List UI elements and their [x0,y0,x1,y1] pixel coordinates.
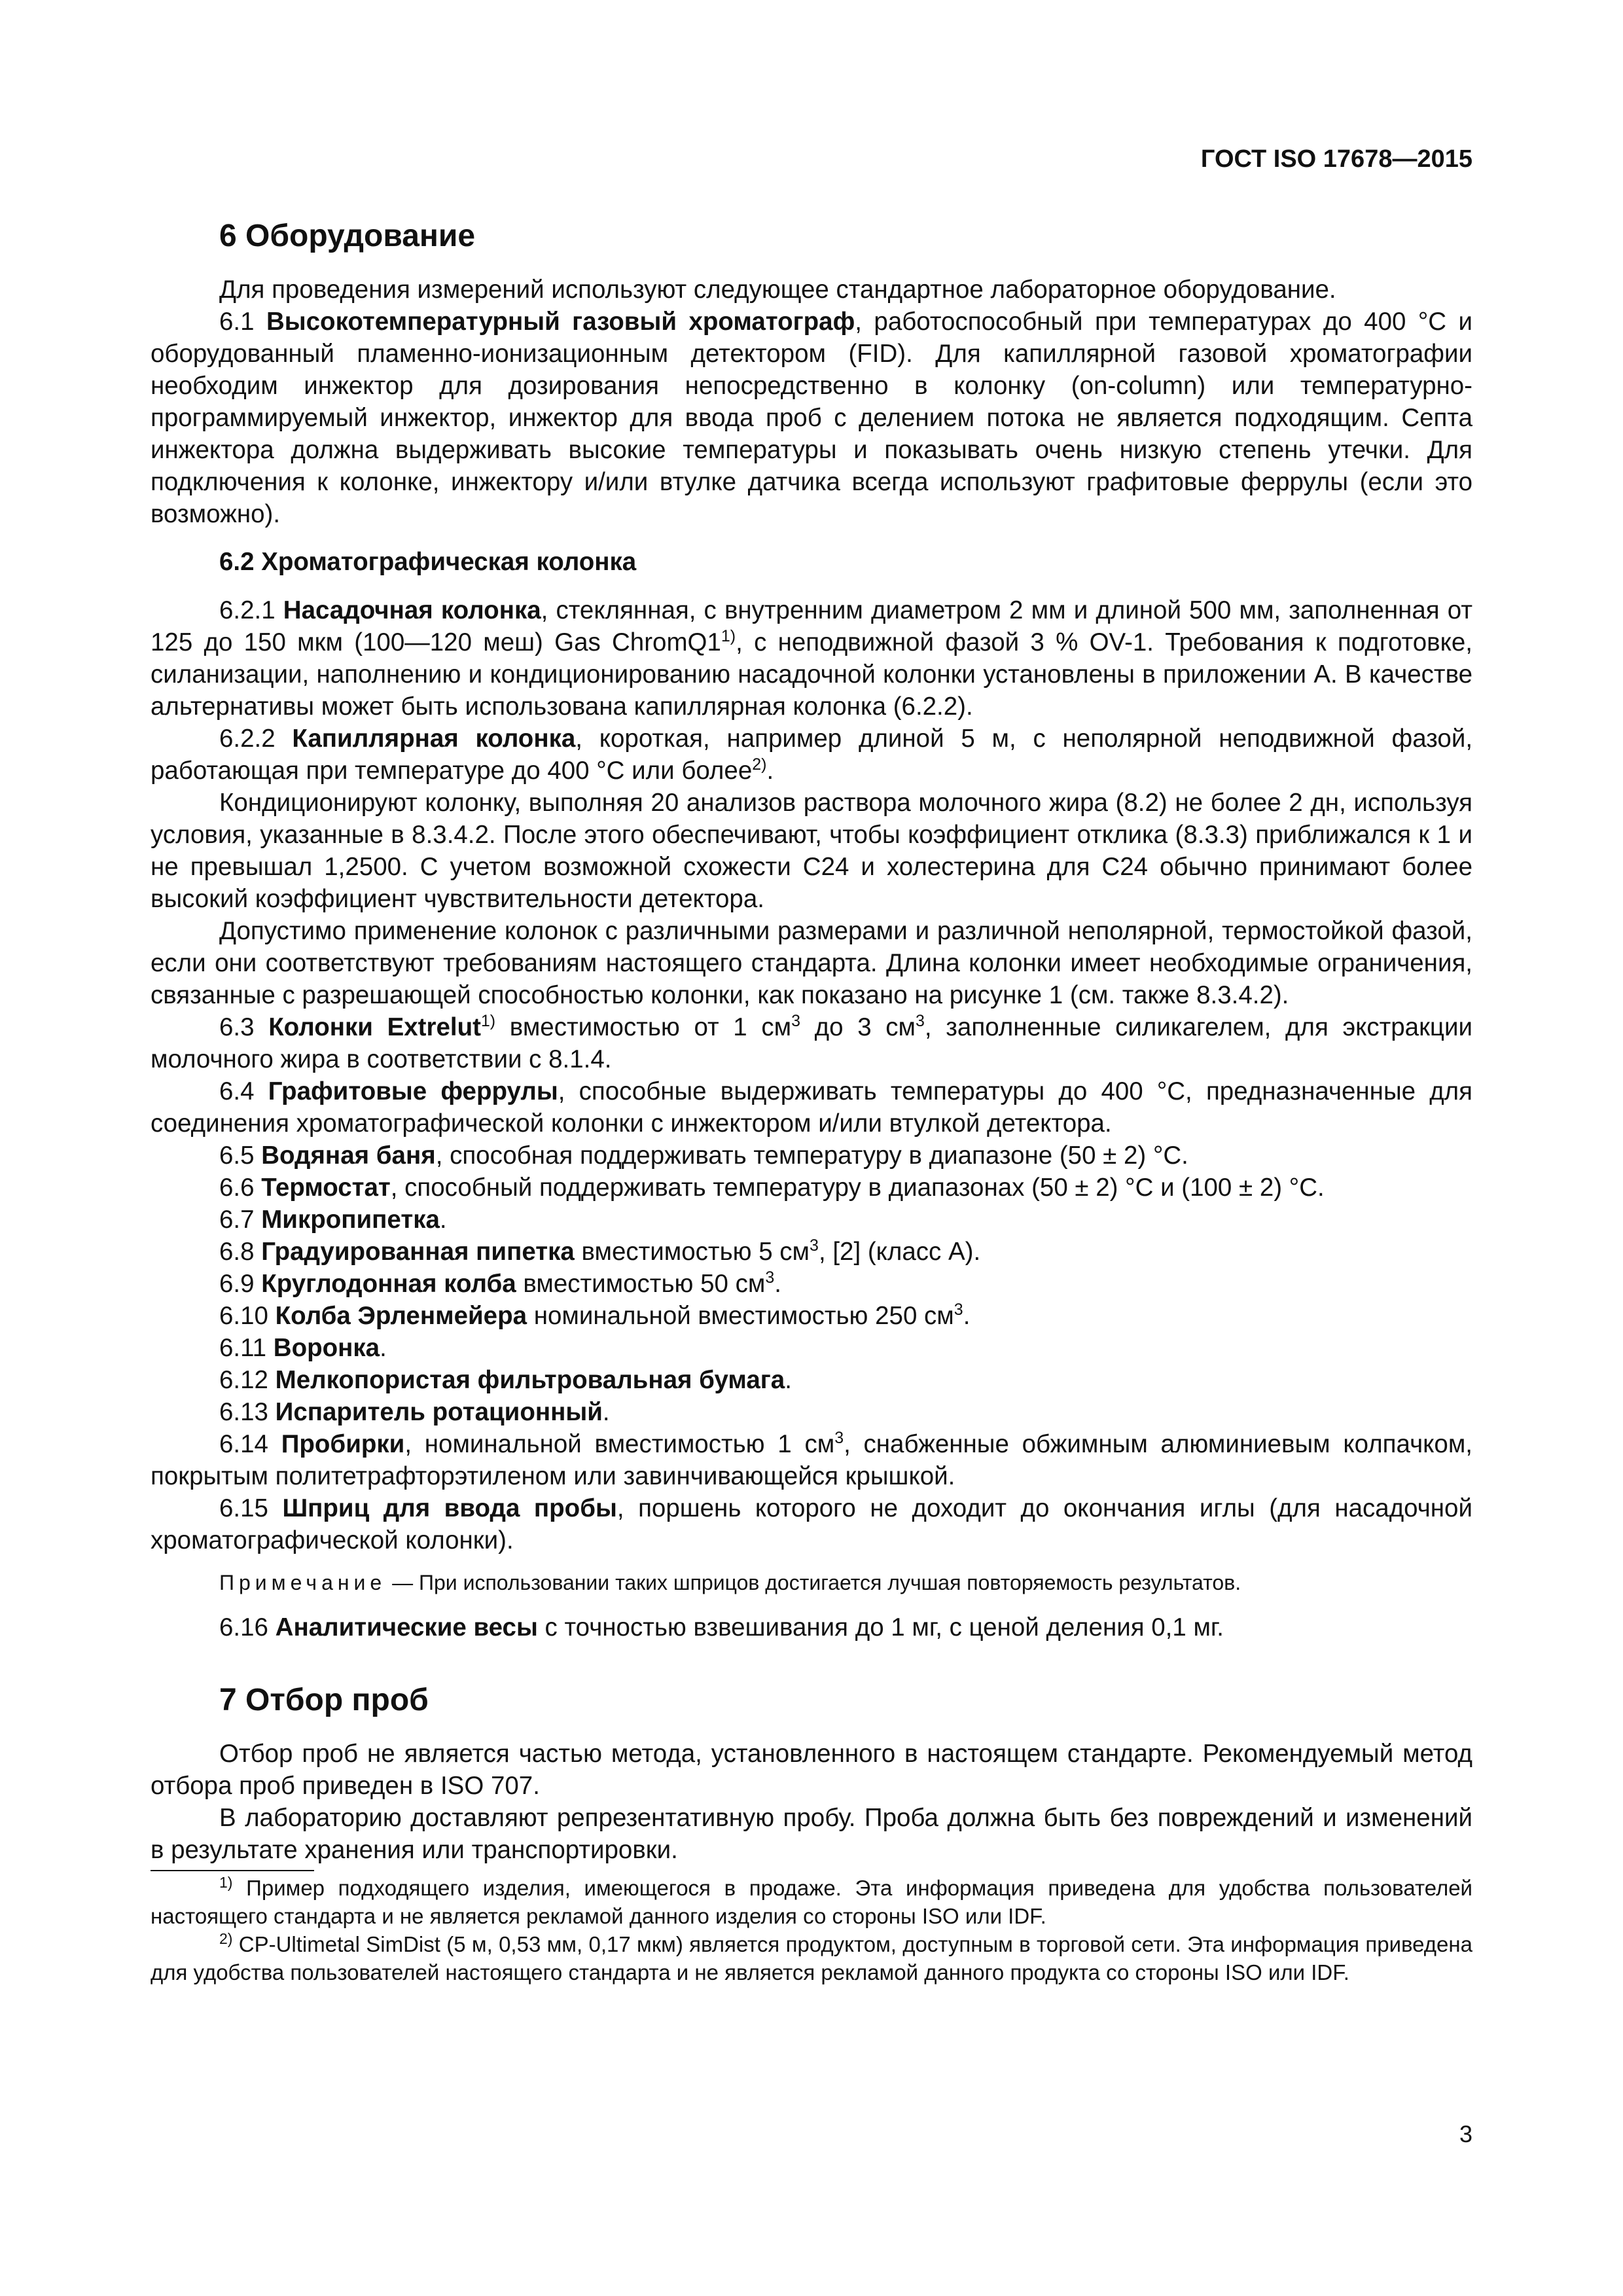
section-6-title: 6 Оборудование [219,219,476,253]
page-number: 3 [1459,2121,1472,2147]
term: Высокотемпературный газовый хроматограф [266,308,855,336]
item-6-6: 6.6 Термостат, способный поддерживать температуру в диапазонах (50 ± 2) °С и (100 ± 2) °С. [219,1174,1325,1202]
term: Водяная баня [261,1141,436,1170]
item-6-5: 6.5 Водяная баня, способная поддерживать температуру в диапазоне (50 ± 2) °С. [219,1141,1188,1170]
section-7-title: 7 Отбор проб [219,1683,429,1717]
footnote-1: $^{1)}$ Пример подходящего изделия, имеющегося в продаже. Эта информация приведена для удобства пользователей настоящего стандарта и не является рекламой данного изделия со стороны ISO или IDF. [151,1874,1472,1928]
term: Термостат [261,1174,391,1202]
item-6-9: 6.9 Круглодонная колба вместимостью 50 $см^3$. [219,1268,781,1298]
section-7-paragraph-1: Отбор проб не является частью метода, установленного в настоящем стандарте. Рекомендуемый метод отбора проб приведен в ISO 707. [151,1740,1472,1800]
term: Воронка [273,1334,380,1362]
subsection-6-2-title: 6.2 Хроматографическая колонка [219,548,637,576]
term: Пробирки [281,1430,405,1458]
page-body [151,216,1472,1986]
term: Круглодонная колба [261,1270,516,1298]
item-6-4: 6.4 Графитовые феррулы, способные выдерживать температуры до 400 °С, предназначенные для соединения хроматографической колонки с инжектором и/или втулкой детектора. [151,1077,1472,1138]
term: Испаритель ротационный [275,1398,603,1426]
item-6-12: 6.12 Мелкопористая фильтровальная бумага. [219,1366,792,1394]
item-6-8: 6.8 Градуированная пипетка вместимостью 5 $см^3$, [2] (класс А). [219,1236,981,1266]
term: Капиллярная колонка [292,725,576,753]
note: Примечание — При использовании таких шприцов достигается лучшая повторяемость результатов. [219,1571,1241,1594]
item-6-16: 6.16 Аналитические весы с точностью взвешивания до 1 мг, с ценой деления 0,1 мг. [219,1613,1224,1641]
footnote-separator [151,1870,314,1871]
item-6-13: 6.13 Испаритель ротационный. [219,1398,610,1426]
term: Колонки Extrelut [268,1013,481,1041]
term: Мелкопористая фильтровальная бумага [275,1366,785,1394]
term: Микропипетка [261,1206,440,1234]
item-6-11: 6.11 Воронка. [219,1334,387,1362]
footnote-2: $^{2)}$ CP-Ultimetal SimDist (5 м, 0,53 мм, 0,17 мкм) является продуктом, доступным в торговой сети. Эта информация приведена для удобства пользователей настоящего стандарта и не является рекламой данного продукта со стороны ISO или IDF. [151,1930,1472,1984]
footnote-mark: 2) [219,1930,233,1947]
allowance-paragraph: Допустимо применение колонок с различными размерами и различной неполярной, термостойкой фазой, если они соответствуют требованиям настоящего стандарта. Длина колонки имеет необходимые ограничения, связанные с разрешающей способностью колонки, как показано на рисунке 1 (см. также 8.3.4.2). [151,917,1472,1009]
term: Аналитические весы [275,1613,538,1641]
item-6-14: 6.14 Пробирки, номинальной вместимостью 1 $см^3$, снабженные обжимным алюминиевым колпачком, покрытым политетрафторэтиленом или завинчивающейся крышкой. [151,1429,1472,1490]
item-6-2-2: 6.2.2 Капиллярная колонка, короткая, например длиной 5 м, с неполярной неподвижной фазой, работающая при температуре до 400 °С или более$^{2)}$. [151,725,1473,785]
term: Графитовые феррулы [268,1077,558,1105]
term: Шприц для ввода пробы [282,1494,617,1522]
note-label: Примечание [219,1571,387,1594]
term: Градуированная пипетка [261,1238,575,1266]
footnote-mark: 1) [219,1874,233,1891]
item-6-7: 6.7 Микропипетка. [219,1206,447,1234]
conditioning-paragraph: Кондиционируют колонку, выполняя 20 анализов раствора молочного жира (8.2) не более 2 дн, используя условия, указанные в 8.3.4.2. После этого обеспечивают, чтобы коэффициент отклика (8.3.3) приближался к 1 и не превышал 1,2500. С учетом возможной схожести С24 и холестерина для С24 обычно принимают более высокий коэффициент чувствительности детектора. [151,789,1472,913]
section-6-intro: Для проведения измерений используют следующее стандартное лабораторное оборудование. [219,276,1336,304]
footnote-ref: 1) [480,1012,496,1030]
term: Насадочная колонка [283,596,541,624]
item-6-10: 6.10 Колба Эрленмейера номинальной вместимостью 250 $см^3$. [219,1300,971,1330]
document-id-header: ГОСТ ISO 17678—2015 [1200,145,1472,173]
term: Колба Эрленмейера [275,1302,527,1330]
section-7-paragraph-2: В лабораторию доставляют репрезентативную пробу. Проба должна быть без повреждений и изменений в результате хранения или транспортировки. [151,1804,1472,1864]
footnote-ref: 2) [752,755,767,774]
item-6-2-1: 6.2.1 Насадочная колонка, стеклянная, с внутренним диаметром 2 мм и длиной 500 мм, заполненная от 125 до 150 мкм (100—120 меш) Gas ChromQ1$^{1)}$, с неподвижной фазой 3 % OV-1. Требования к подготовке, силанизации, наполнению и кондиционированию насадочной колонки установлены в приложении А. В качестве альтернативы может быть использована капиллярная колонка (6.2.2). [151,596,1472,721]
item-6-3: 6.3 Колонки Extrelut$^{1)}$ вместимостью от 1 $см^3$ до 3 $см^3$, заполненные силикагелем, для экстракции молочного жира в соответствии с 8.1.4. [151,1012,1472,1073]
footnote-ref: 1) [721,627,736,645]
item-6-1: 6.1 Высокотемпературный газовый хроматограф, работоспособный при температурах до 400 °С и оборудованный пламенно-ионизационным детектором (FID). Для капиллярной газовой хроматографии необходим инжектор для дозирования непосредственно в колонку (on-column) или температурно-программируемый инжектор, инжектор для ввода проб с делением потока не является подходящим. Септа инжектора должна выдерживать высокие температуры и показывать очень низкую степень утечки. Для подключения к колонке, инжектору и/или втулке датчика всегда используют графитовые феррулы (если это возможно). [151,308,1472,528]
item-6-15: 6.15 Шприц для ввода пробы, поршень которого не доходит до окончания иглы (для насадочной хроматографической колонки). [151,1494,1472,1554]
